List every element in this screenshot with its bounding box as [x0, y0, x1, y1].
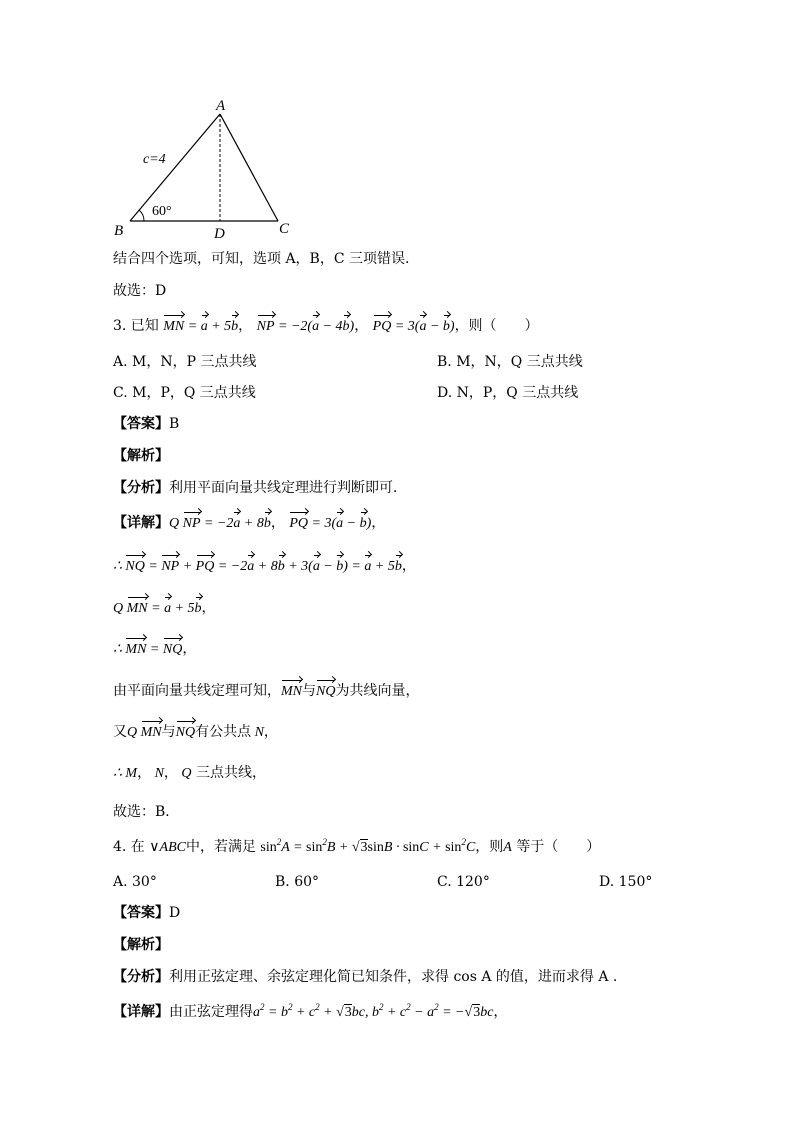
options-conclusion: 结合四个选项，可知，选项 A，B，C 三项错误.: [113, 251, 410, 267]
q4-option-b: B. 60°: [275, 874, 320, 890]
side-AC: [220, 114, 278, 221]
q3-option-a: A. M，N，P 三点共线: [113, 354, 257, 370]
q3-option-b: B. M，N，Q 三点共线: [437, 354, 583, 370]
q4-analysis-heading: 【解析】: [113, 937, 169, 953]
q3-option-d: D. N，P，Q 三点共线: [437, 385, 579, 401]
q3-analysis: 【分析】利用平面向量共线定理进行判断即可．: [113, 480, 407, 496]
q4-detail: 【详解】由正弦定理得$a^2 = b^2 + c^2 + √3bc$, $b^2 + c^2 - a^2 = -√3bc$，: [113, 1002, 508, 1020]
q4-answer: 【答案】D: [113, 905, 181, 921]
label-D: D: [214, 226, 225, 242]
label-C: C: [279, 221, 290, 237]
triangle-figure: [110, 92, 310, 242]
q3-detail-4: ∴ MN = NQ，: [113, 641, 197, 657]
q4-option-a: A. 30°: [113, 874, 157, 890]
select-answer-prev: 故选：D: [113, 283, 167, 299]
angle-label: 60°: [152, 204, 172, 219]
q3-detail-3: Q MN = a + 5b，: [113, 600, 216, 616]
q4-option-c: C. 120°: [437, 874, 490, 890]
q3-detail-6: 又Q MN与NQ有公共点 N，: [113, 724, 278, 740]
label-A: A: [216, 98, 226, 114]
q3-final: 故选：B．: [113, 804, 180, 820]
q4-analysis: 【分析】利用正弦定理、余弦定理化简已知条件，求得 cos A 的值，进而求得 A .: [113, 969, 618, 985]
question-3-stem: 3. 已知 MN = a + 5b， NP = −2(a − 4b)， PQ = 3(a − b)，则（ ）: [113, 318, 539, 334]
q3-option-c: C. M，P，Q 三点共线: [113, 385, 256, 401]
q3-analysis-heading: 【解析】: [113, 448, 169, 464]
q3-detail-7: ∴ M， N， Q 三点共线，: [113, 765, 266, 781]
side-AB: [130, 114, 220, 221]
q3-answer: 【答案】B: [113, 416, 180, 432]
question-4-stem: 4. 在 ∨ABC中，若满足 $\sin^2A = \sin^2B + √3\sin B \cdot \sin C + \sin^2C$，则A 等于（ ）: [113, 837, 601, 855]
side-label: c=4: [143, 152, 166, 167]
label-B: B: [114, 223, 124, 239]
q3-detail-5: 由平面向量共线定理可知，MN与NQ为共线向量，: [113, 683, 420, 699]
q3-detail-1: 【详解】Q NP = −2a + 8b， PQ = 3(a − b)，: [113, 515, 386, 531]
q4-option-d: D. 150°: [599, 874, 653, 890]
angle-arc: [139, 210, 144, 221]
q3-detail-2: ∴ NQ = NP + PQ = −2a + 8b + 3(a − b) = a + 5b，: [113, 558, 416, 574]
